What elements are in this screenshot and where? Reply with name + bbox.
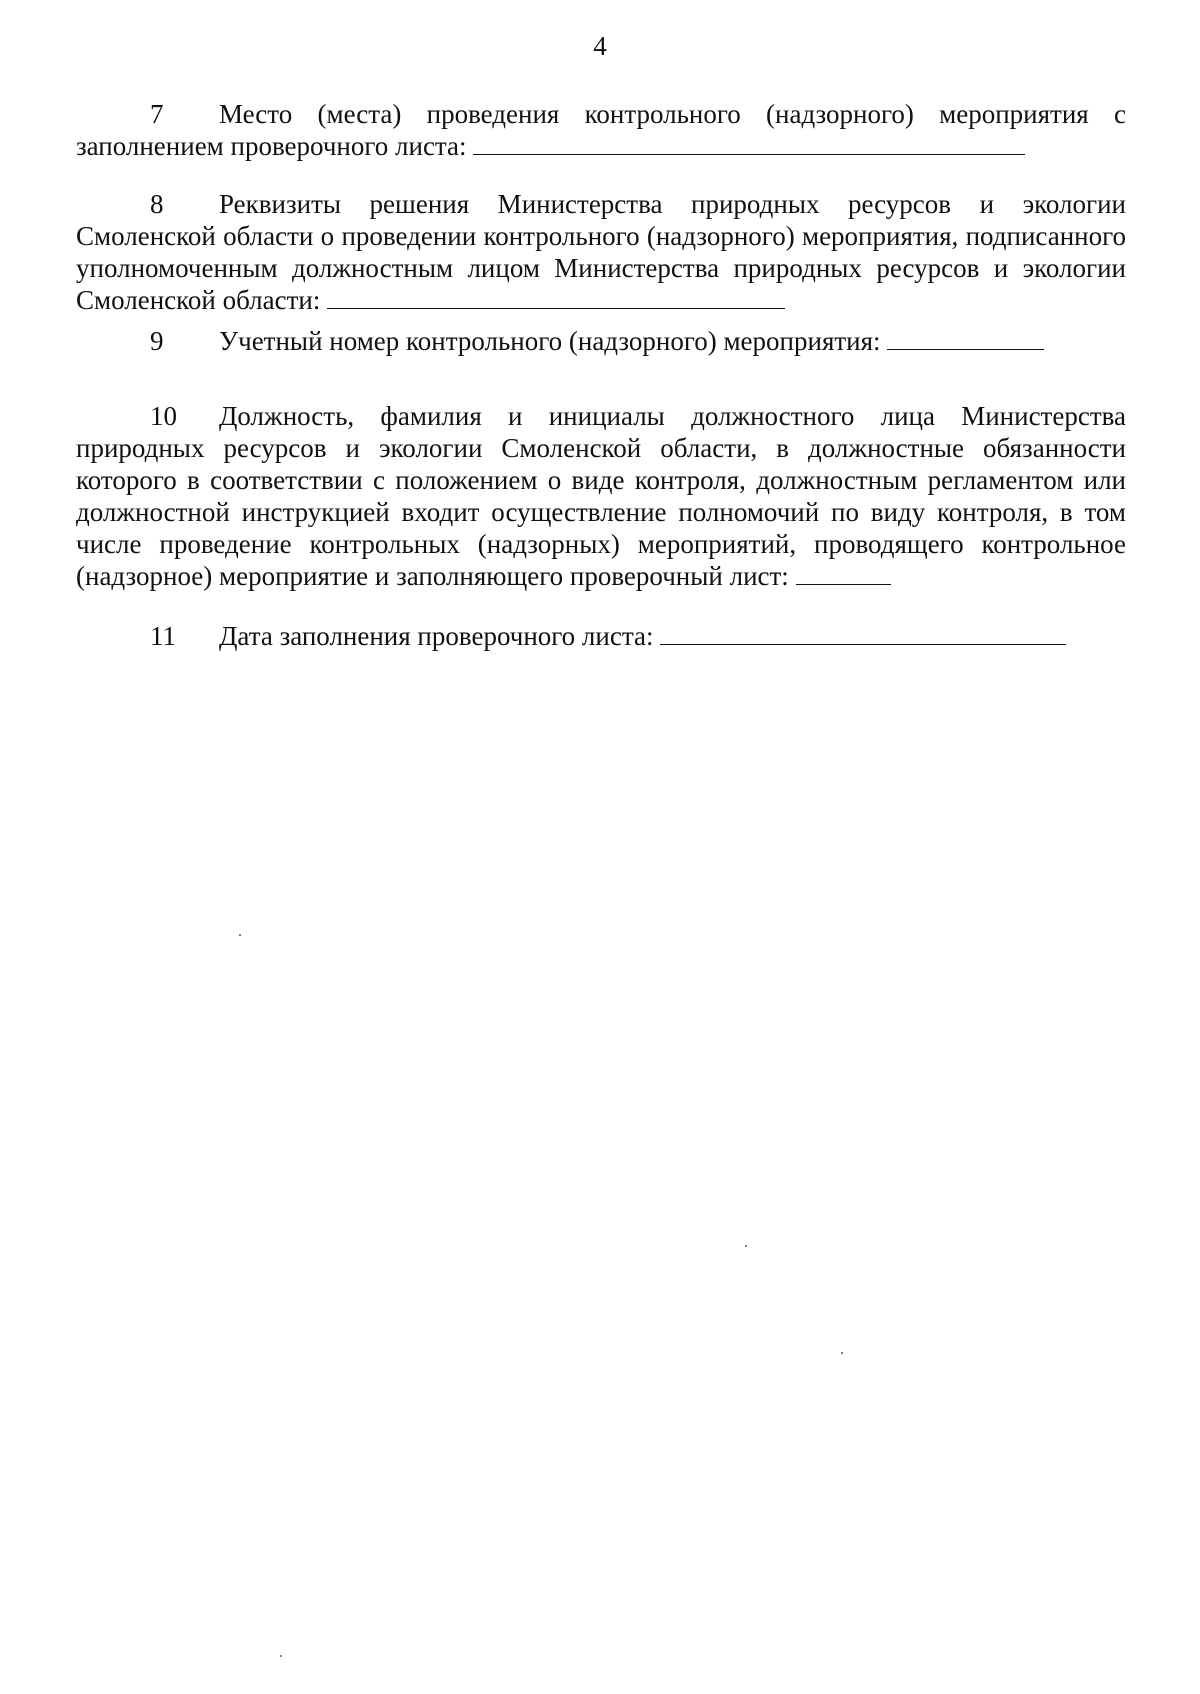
item-text: Дата заполнения проверочного листа:: [219, 621, 654, 651]
fill-in-line[interactable]: [660, 620, 1066, 645]
scan-speck: [239, 934, 241, 936]
fill-in-line[interactable]: [473, 130, 1025, 155]
scan-speck: [745, 1245, 747, 1247]
item-number: 10: [150, 401, 177, 431]
item-number: 9: [150, 326, 164, 356]
item-number: 8: [150, 189, 164, 219]
page-number: 4: [593, 31, 607, 61]
item-text: Учетный номер контрольного (надзорного) мероприятия:: [219, 326, 881, 356]
fill-in-line[interactable]: [796, 560, 891, 585]
item-8: [76, 188, 1126, 316]
item-9: [76, 325, 1126, 357]
item-11: [76, 620, 1126, 652]
item-number: 11: [150, 621, 176, 651]
item-7: [76, 98, 1126, 162]
fill-in-line[interactable]: [327, 284, 785, 309]
scan-speck: [280, 1655, 282, 1657]
fill-in-line[interactable]: [887, 325, 1044, 350]
item-text: Должность, фамилия и инициалы должностного лица Министерства природных ресурсов и экологии Смоленской области, в должностные обязанности которого в соответствии с положением о виде контроля, должностным регламентом или должностной инструкцией входит осуществление полномочий по виду контроля, в том числе проведение контрольных (надзорных) мероприятий, проводящего контрольное (надзорное) мероприятие и заполняющего проверочный лист:: [76, 401, 1126, 591]
item-text: Реквизиты решения Министерства природных ресурсов и экологии Смоленской области о проведении контрольного (надзорного) мероприятия, подписанного уполномоченным должностным лицом Министерства природных ресурсов и экологии Смоленской области:: [76, 189, 1126, 315]
scan-speck: [841, 1352, 843, 1354]
item-10: [76, 400, 1126, 592]
item-text: Место (места) проведения контрольного (надзорного) мероприятия с заполнением проверочного листа:: [76, 99, 1126, 161]
item-number: 7: [150, 99, 164, 129]
